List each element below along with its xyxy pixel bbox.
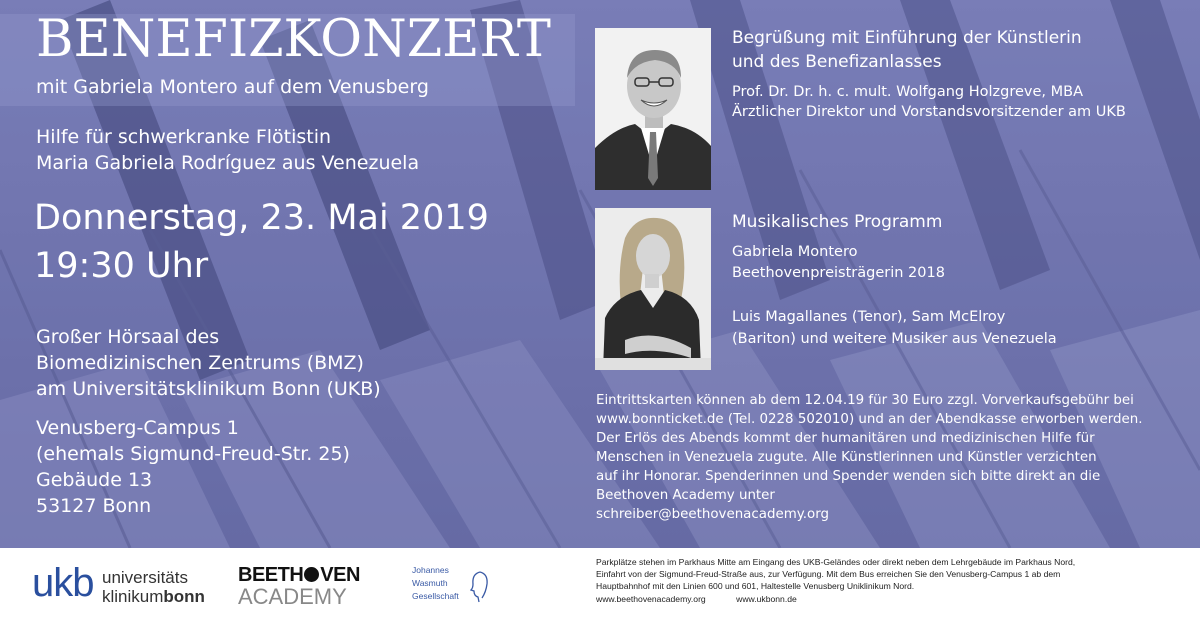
parking-line: Hauptbahnhof mit den Linien 600 und 601, Haltestelle Venusberg Uniklinikum Nord. [596,581,915,592]
ticket-line: Menschen in Venezuela zugute. Alle Künstlerinnen und Künstler verzichten [596,450,1097,465]
parking-line: Parkplätze stehen im Parkhaus Mitte am Eingang des UKB-Geländes oder direkt neben dem Lehrgebäude im Parkhaus Nord, [596,557,1076,567]
jwg-line: Wasmuth [412,578,448,588]
artist-award: Beethovenpreisträgerin 2018 [732,265,945,281]
address-line: Venusberg-Campus 1 [36,417,239,439]
ticket-line: Der Erlös des Abends kommt der humanitären und medizinischen Hilfe für [596,431,1095,446]
ticket-line: Beethoven Academy unter [596,488,775,503]
help-description [36,124,566,176]
ticket-line: auf ihr Honorar. Spenderinnen und Spender wenden sich bitte direkt an die [596,469,1101,484]
speaker-photo [595,28,711,190]
other-musicians [732,306,1187,350]
event-time: 19:30 Uhr [34,246,209,286]
help-line: Hilfe für schwerkranke Flötistin [36,126,332,148]
venue-line: Biomedizinischen Zentrums (BMZ) [36,352,364,374]
speaker-name: Prof. Dr. Dr. h. c. mult. Wolfgang Holzgreve, MBA [732,84,1084,100]
greeting-title [732,26,1187,74]
ticket-line: Eintrittskarten können ab dem 12.04.19 für 30 Euro zzgl. Vorverkaufsgebühr bei [596,393,1134,408]
ukb-logo-abbr: ukb [32,561,94,605]
beethoven-logo-top: BEETH VEN [238,564,360,586]
other-musicians-line: Luis Magallanes (Tenor), Sam McElroy [732,309,1006,325]
footer [0,548,1200,630]
address-line: (ehemals Sigmund-Freud-Str. 25) [36,443,350,465]
ukb-logo-line1: universitäts [102,568,188,587]
event-date: Donnerstag, 23. Mai 2019 [34,198,489,238]
poster-title: BENEFIZKONZERT [36,10,551,69]
address-line: Gebäude 13 [36,469,153,491]
beethoven-logo-bottom: ACADEMY [238,584,347,609]
beethovenacademy-link[interactable]: www.beethovenacademy.org [596,593,706,604]
ticket-line: www.bonnticket.de (Tel. 0228 502010) und an der Abendkasse erworben werden. [596,412,1143,427]
jwg-logo[interactable] [412,564,502,614]
event-date-time [34,194,574,290]
jwg-line: Gesellschaft [412,591,459,601]
ticket-info [596,391,1196,524]
music-program-title: Musikalisches Programm [732,212,943,232]
poster-subtitle: mit Gabriela Montero auf dem Venusberg [36,76,429,98]
contact-email[interactable]: schreiber@beethovenacademy.org [596,507,829,522]
artist-name: Gabriela Montero [732,244,858,260]
venue-line: Großer Hörsaal des [36,326,220,348]
greeting-title-line: und des Benefizanlasses [732,52,942,72]
speaker-info [732,82,1187,122]
circle-o-icon [304,567,319,582]
ukbonn-link[interactable]: www.ukbonn.de [736,593,797,604]
address-line: 53127 Bonn [36,495,152,517]
parking-line: Einfahrt von der Sigmund-Freud-Straße aus, zur Verfügung. Mit dem Bus erreichen Sie den Venusberg-Campus 1 ab dem [596,569,1061,580]
speaker-role: Ärztlicher Direktor und Vorstandsvorsitzender am UKB [732,104,1126,120]
artist-photo [595,208,711,370]
ukb-logo-text [102,568,205,606]
artist-info [732,242,1187,284]
parking-info [596,556,1196,605]
other-musicians-line: (Bariton) und weitere Musiker aus Venezuela [732,331,1057,347]
event-venue [36,324,576,402]
beethoven-academy-logo[interactable] [238,564,388,614]
greeting-title-line: Begrüßung mit Einführung der Künstlerin [732,28,1082,48]
ukb-logo-line2: klinikumbonn [102,587,205,606]
profile-face-icon [470,570,492,604]
venue-line: am Universitätsklinikum Bonn (UKB) [36,378,381,400]
ukb-logo[interactable] [32,560,222,610]
footer-links [596,593,1196,605]
event-address [36,415,576,519]
jwg-line: Johannes [412,565,449,575]
help-line: Maria Gabriela Rodríguez aus Venezuela [36,152,420,174]
